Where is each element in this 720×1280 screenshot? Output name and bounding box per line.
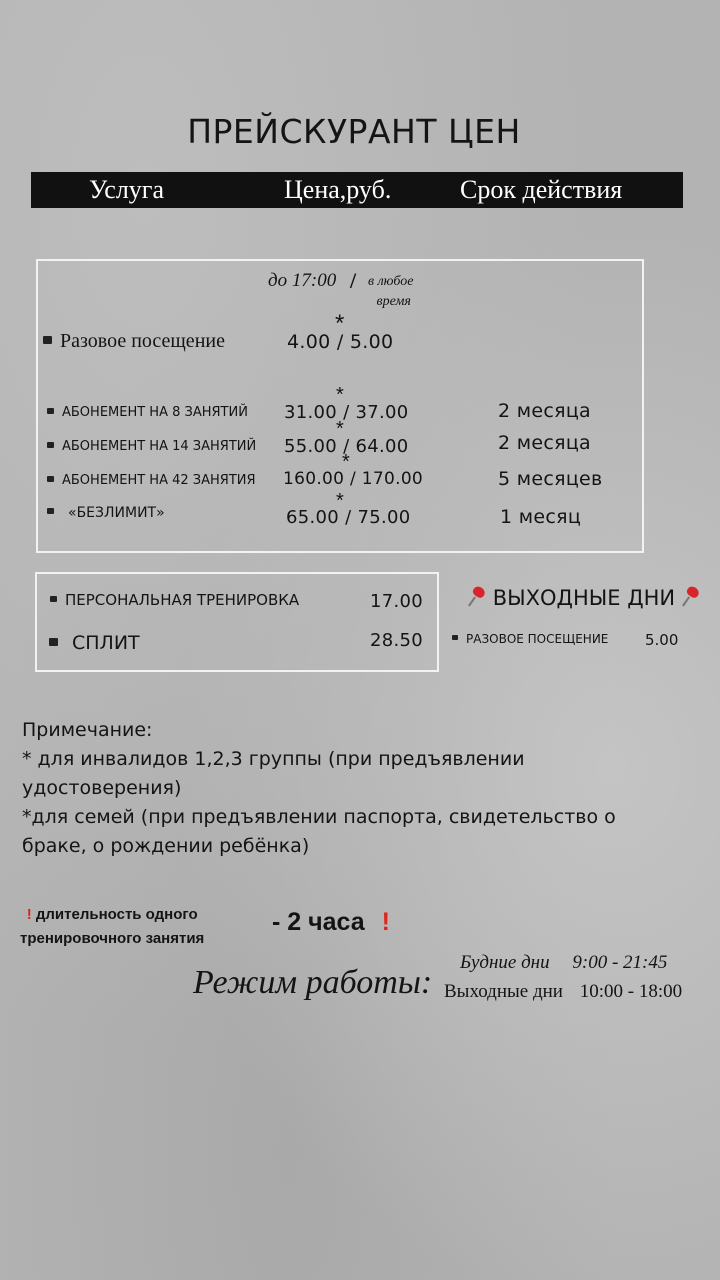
exclamation-icon: ! [381,908,390,936]
table-header [31,172,683,208]
list-item: АБОНЕМЕНТ НА 8 ЗАНЯТИЙ [47,405,248,420]
list-item: Разовое посещение [43,330,225,353]
schedule-weekdays: Будние дни 9:00 - 21:45 [460,952,668,973]
price-row-0: 4.00 / 5.00 [287,331,394,353]
price-row-3: 160.00 / 170.00 [283,469,424,489]
list-item: «БЕЗЛИМИТ» [47,505,165,521]
list-item: ПЕРСОНАЛЬНАЯ ТРЕНИРОВКА [50,591,299,609]
list-item: АБОНЕМЕНТ НА 14 ЗАНЯТИЙ [47,439,256,454]
square-bullet-icon [49,638,58,646]
duration-label: ! длительность одного тренировочного занятия [20,906,205,947]
personal-price-0: 17.00 [370,591,424,612]
square-bullet-icon [50,596,57,602]
asterisk-mark: * [336,418,344,440]
schedule-label: Режим работы: [193,964,433,1001]
price-row-2: 55.00 / 64.00 [284,436,409,457]
pushpin-icon [468,587,486,605]
note-line: * для инвалидов 1,2,3 группы (при предъявлении [22,748,525,770]
asterisk-mark: * [336,490,344,512]
price-row-1: 31.00 / 37.00 [284,402,409,423]
schedule-weekends: Выходные дни 10:00 - 18:00 [444,981,683,1002]
square-bullet-icon [43,336,52,344]
header-service: Услуга [89,175,165,204]
page-title: ПРЕЙСКУРАНТ ЦЕН [187,112,521,151]
validity-row-2: 2 месяца [498,432,592,454]
square-bullet-icon [47,476,54,482]
validity-row-4: 1 месяц [500,506,582,528]
list-item: СПЛИТ [49,632,140,654]
personal-price-box [35,572,439,672]
note-line: *для семей (при предъявлении паспорта, свидетельство о [22,806,616,828]
weekend-row: РАЗОВОЕ ПОСЕЩЕНИЕ [452,632,608,646]
asterisk-mark: * [335,310,345,337]
notes-heading: Примечание: [22,719,153,741]
asterisk-mark: * [336,384,344,406]
note-line: удостоверения) [22,777,182,799]
validity-row-3: 5 месяцев [498,468,603,490]
pushpin-icon [682,587,700,605]
time-any-label: в любое время [368,274,414,309]
note-line: браке, о рождении ребёнка) [22,835,310,857]
personal-price-1: 28.50 [370,630,424,651]
header-price: Цена,руб. [284,175,392,204]
square-bullet-icon [47,442,54,448]
time-separator: / [350,268,357,293]
notes-block [22,716,702,861]
weekend-title: ВЫХОДНЫЕ ДНИ [468,586,700,610]
asterisk-mark: * [342,451,350,473]
list-item: АБОНЕМЕНТ НА 42 ЗАНЯТИЯ [47,473,256,488]
duration-value: - 2 часа ! [272,908,390,936]
exclamation-icon: ! [26,906,32,923]
square-bullet-icon [47,508,54,514]
header-validity: Срок действия [460,175,623,204]
price-row-4: 65.00 / 75.00 [286,507,411,528]
weekend-price: 5.00 [645,631,679,649]
validity-row-1: 2 месяца [498,400,592,422]
square-bullet-icon [47,408,54,414]
square-bullet-icon [452,635,458,640]
time-before-label: до 17:00 [268,270,337,291]
